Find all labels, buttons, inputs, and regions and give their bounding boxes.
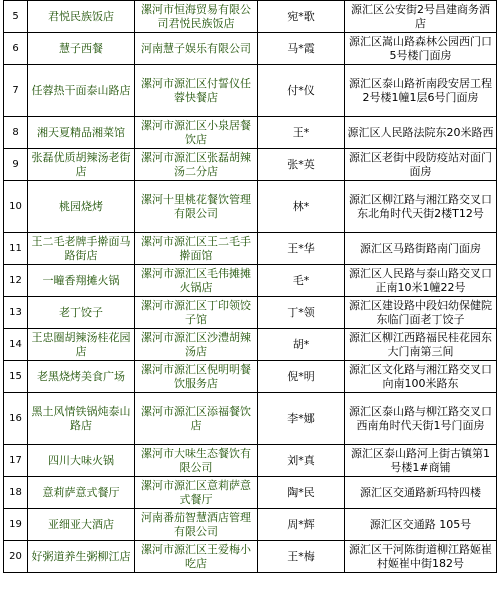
person-name: 李*娜 [258,393,345,445]
row-number: 14 [4,329,28,361]
table-row [4,329,497,361]
shop-name: 君悦民族饭店 [28,1,135,33]
person-name: 马*霞 [258,33,345,65]
person-name: 周*辉 [258,509,345,541]
table-row [4,265,497,297]
address: 源汇区交通路 105号 [345,509,497,541]
table-row [4,33,497,65]
company-name: 漯河市源汇区小泉居餐饮店 [135,117,258,149]
shop-name: 王二毛老牌手擀面马路街店 [28,233,135,265]
company-name: 漯河市源汇区倪明明餐饮服务店 [135,361,258,393]
company-name: 漯河市源汇区毛伟摊摊火锅店 [135,265,258,297]
person-name: 王*华 [258,233,345,265]
shop-name: 王忠圈胡辣汤桂花园店 [28,329,135,361]
table-row [4,445,497,477]
shop-name: 湘天夏精品湘菜馆 [28,117,135,149]
shop-name: 好粥道养生粥柳江店 [28,541,135,573]
table-row [4,181,497,233]
table-row [4,233,497,265]
address: 源汇区干河陈街道柳江路姬崔村姬崔中街182号 [345,541,497,573]
row-number: 19 [4,509,28,541]
address: 源汇区泰山路祈南段安居工程2号楼1幢1层6号门面房 [345,65,497,117]
company-name: 漯河市源汇区张磊胡辣汤二分店 [135,149,258,181]
address: 源汇区嵩山路森林公园西门口5号楼门面房 [345,33,497,65]
company-name: 漯河市源汇区丁印领饺子馆 [135,297,258,329]
address: 源汇区公安街2号昌建商务酒店 [345,1,497,33]
row-number: 16 [4,393,28,445]
person-name: 付*仪 [258,65,345,117]
person-name: 宛*歌 [258,1,345,33]
person-name: 王* [258,117,345,149]
company-name: 漯河市源汇区意莉萨意式餐厅 [135,477,258,509]
company-name: 漯河十里桃花餐饮管理有限公司 [135,181,258,233]
person-name: 林* [258,181,345,233]
company-name: 漯河市源汇区添福餐饮店 [135,393,258,445]
row-number: 18 [4,477,28,509]
shop-name: 老黑烧烤美食广场 [28,361,135,393]
shop-name: 任蓉热干面泰山路店 [28,65,135,117]
table-row [4,1,497,33]
shop-name: 张磊优质胡辣汤老街店 [28,149,135,181]
table-row [4,393,497,445]
company-name: 河南番茄智慧酒店管理有限公司 [135,509,258,541]
table-row [4,541,497,573]
address: 源汇区泰山路与柳江路交叉口西南角时代天街1号门面房 [345,393,497,445]
shop-name: 老丁饺子 [28,297,135,329]
row-number: 12 [4,265,28,297]
row-number: 20 [4,541,28,573]
address: 源汇区柳江路与湘江路交叉口东北角时代天街2楼T12号 [345,181,497,233]
shop-name: 慧子西餐 [28,33,135,65]
address: 源汇区老街中段防疫站对面门面房 [345,149,497,181]
person-name: 刘*真 [258,445,345,477]
registration-table [3,0,497,573]
person-name: 丁*领 [258,297,345,329]
shop-name: 四川大味火锅 [28,445,135,477]
row-number: 15 [4,361,28,393]
address: 源汇区人民路法院东20米路西 [345,117,497,149]
row-number: 8 [4,117,28,149]
person-name: 陶*民 [258,477,345,509]
shop-name: 一疃香翔摊火锅 [28,265,135,297]
table-row [4,509,497,541]
shop-name: 亚细亚大酒店 [28,509,135,541]
person-name: 倪*明 [258,361,345,393]
address: 源汇区柳江西路福民桂花园东大门南第三间 [345,329,497,361]
company-name: 河南慧子娱乐有限公司 [135,33,258,65]
address: 源汇区文化路与湘江路交叉口向南100米路东 [345,361,497,393]
company-name: 漯河市恒海贸易有限公司君悦民族饭店 [135,1,258,33]
table-row [4,117,497,149]
table-row [4,297,497,329]
row-number: 13 [4,297,28,329]
shop-name: 意莉萨意式餐厅 [28,477,135,509]
address: 源汇区交通路新玛特四楼 [345,477,497,509]
shop-name: 桃园烧烤 [28,181,135,233]
address: 源汇区人民路与泰山路交叉口正南10米1幢22号 [345,265,497,297]
person-name: 毛* [258,265,345,297]
company-name: 漯河市源汇区付誓仪任蓉快餐店 [135,65,258,117]
row-number: 5 [4,1,28,33]
table-row [4,149,497,181]
address: 源汇区泰山路河上街古镇第1号楼1#商铺 [345,445,497,477]
table-row [4,361,497,393]
shop-name: 黑土风情铁锅炖泰山路店 [28,393,135,445]
address: 源汇区建设路中段妇幼保健院东临门面老丁饺子 [345,297,497,329]
person-name: 王*梅 [258,541,345,573]
company-name: 漯河市源汇区沙澧胡辣汤店 [135,329,258,361]
row-number: 9 [4,149,28,181]
table-row [4,65,497,117]
company-name: 漯河市源汇区王爱梅小吃店 [135,541,258,573]
company-name: 漯河市大味生态餐饮有限公司 [135,445,258,477]
person-name: 胡* [258,329,345,361]
person-name: 张*英 [258,149,345,181]
company-name: 漯河市源汇区王二毛手擀面馆 [135,233,258,265]
row-number: 7 [4,65,28,117]
address: 源汇区马路街路南门面房 [345,233,497,265]
row-number: 10 [4,181,28,233]
row-number: 6 [4,33,28,65]
row-number: 17 [4,445,28,477]
row-number: 11 [4,233,28,265]
table-row [4,477,497,509]
